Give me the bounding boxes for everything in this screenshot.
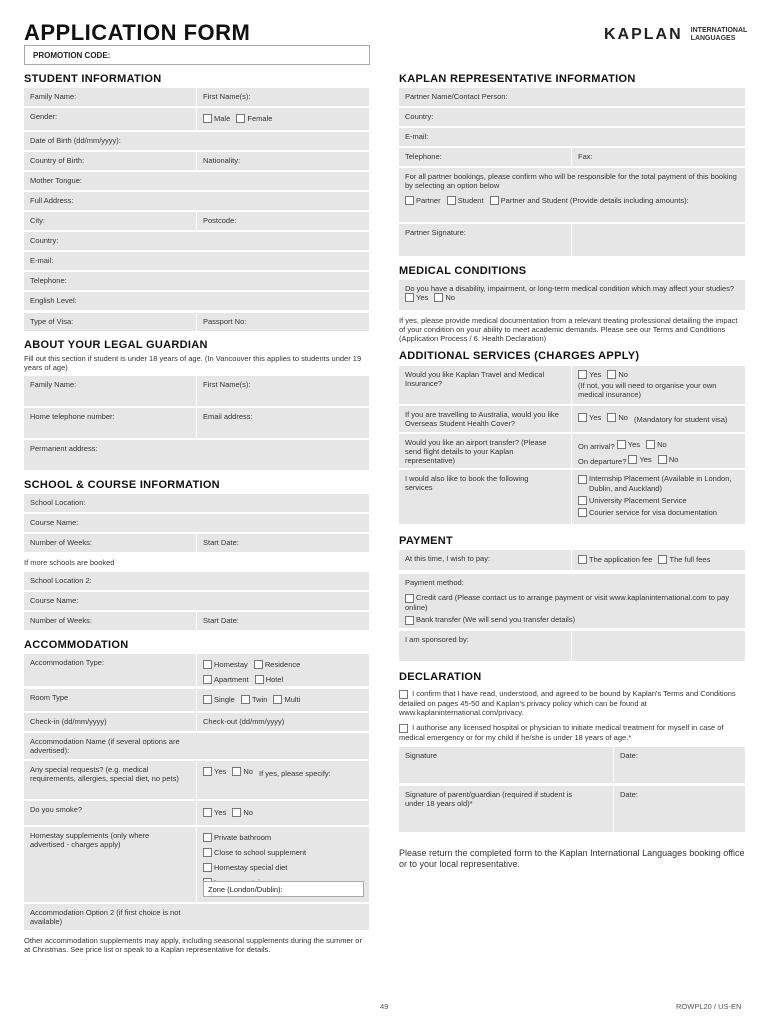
guardian-first-field[interactable]: First Name(s): xyxy=(197,376,369,406)
school-heading: SCHOOL & COURSE INFORMATION xyxy=(24,479,220,491)
additional-heading: ADDITIONAL SERVICES (CHARGES APPLY) xyxy=(399,350,640,362)
smoke-label: Do you smoke? xyxy=(24,801,196,825)
credit-card-checkbox[interactable] xyxy=(405,594,414,603)
guardian-address-field[interactable]: Permanent address: xyxy=(24,440,369,470)
residence-label: Residence xyxy=(264,660,301,669)
departure-label: On departure? xyxy=(578,457,627,466)
bank-transfer-checkbox[interactable] xyxy=(405,616,414,625)
payer-partner-label: Partner xyxy=(416,196,441,205)
gender-label: Gender: xyxy=(24,108,196,130)
weeks2-field[interactable]: Number of Weeks: xyxy=(24,612,196,630)
departure-yes-option[interactable] xyxy=(628,453,651,466)
travel-yes-option[interactable] xyxy=(578,370,601,379)
weeks-field[interactable]: Number of Weeks: xyxy=(24,534,196,552)
english-level-field[interactable]: English Level: xyxy=(24,292,369,310)
multi-option[interactable] xyxy=(273,695,300,704)
accommodation-heading: ACCOMMODATION xyxy=(24,639,129,651)
arrival-yes-option[interactable] xyxy=(617,438,640,451)
rep-fax-field[interactable]: Fax: xyxy=(572,148,745,166)
page-number: 49 xyxy=(380,1002,389,1011)
special-requests-label: Any special requests? (e.g. medical requirements, allergies, special diet, no pets) xyxy=(24,761,196,799)
private-bathroom-label: Private bathroom xyxy=(214,833,272,842)
special-requests-options xyxy=(197,761,369,799)
smoke-yes-checkbox[interactable] xyxy=(203,808,212,817)
guardian-note: Fill out this section if student is under 18 years of age. (In Vancouver this applies to students under 19 years of age) xyxy=(24,354,362,372)
travel-no-option[interactable] xyxy=(607,370,628,379)
australia-yes-label: Yes xyxy=(589,413,602,422)
multi-label: Multi xyxy=(284,695,301,704)
requests-specify-label: If yes, please specify: xyxy=(259,769,331,778)
homestay-checkbox[interactable] xyxy=(203,660,212,669)
mother-tongue-field[interactable]: Mother Tongue: xyxy=(24,172,369,190)
room-type-label: Room Type xyxy=(24,689,196,711)
apartment-label: Apartment xyxy=(214,675,249,684)
female-checkbox[interactable] xyxy=(236,114,245,123)
residence-option[interactable] xyxy=(254,658,300,671)
application-fee-label: The application fee xyxy=(589,555,653,564)
medical-consent-checkbox[interactable] xyxy=(399,724,408,733)
country-of-birth-field[interactable]: Country of Birth: xyxy=(24,152,196,170)
logo-line1: INTERNATIONAL xyxy=(690,27,748,34)
smoke-yes-option[interactable] xyxy=(203,808,226,817)
homestay-option[interactable] xyxy=(203,658,248,671)
partner-bookings-box xyxy=(399,168,745,222)
payment-method-box xyxy=(399,574,745,628)
book-services-question: I would also like to book the following services xyxy=(399,470,571,524)
internship-checkbox[interactable] xyxy=(578,475,587,484)
close-to-school-label: Close to school supplement xyxy=(214,848,307,857)
homestay-supplements-label: Homestay supplements (only where advertised - charges apply) xyxy=(24,827,196,902)
requests-yes-label: Yes xyxy=(214,767,227,776)
rep-email-field[interactable]: E-mail: xyxy=(399,128,745,146)
private-bathroom-option[interactable] xyxy=(203,831,271,844)
room-type-options xyxy=(197,689,369,711)
single-label: Single xyxy=(214,695,235,704)
sponsored-field[interactable] xyxy=(572,631,745,661)
nationality-field[interactable]: Nationality: xyxy=(197,152,369,170)
first-name-field[interactable]: First Name(s): xyxy=(197,88,369,106)
smoke-no-option[interactable] xyxy=(232,808,253,817)
airport-transfer-question: Would you like an airport transfer? (Please send flight details to your Kaplan representative) xyxy=(399,434,571,468)
courier-option[interactable] xyxy=(578,508,739,518)
airport-transfer-options xyxy=(572,434,745,468)
course-name2-field[interactable]: Course Name: xyxy=(24,592,369,610)
form-code: ROWPL20 / US-EN xyxy=(676,1002,742,1011)
terms-checkbox[interactable] xyxy=(399,690,408,699)
payer-options xyxy=(405,196,739,207)
university-label: University Placement Service xyxy=(589,496,687,505)
smoke-options xyxy=(197,801,369,825)
payer-student-checkbox[interactable] xyxy=(447,196,456,205)
partner-signature-label: Partner Signature: xyxy=(399,224,571,256)
logo-brand: KAPLAN xyxy=(604,26,683,43)
pay-wish-options xyxy=(572,550,745,570)
full-address-field[interactable]: Full Address: xyxy=(24,192,369,210)
start-date2-field[interactable]: Start Date: xyxy=(197,612,369,630)
medical-no-checkbox[interactable] xyxy=(434,293,443,302)
single-checkbox[interactable] xyxy=(203,695,212,704)
rep-telephone-field[interactable]: Telephone: xyxy=(399,148,571,166)
twin-option[interactable] xyxy=(241,695,267,704)
hotel-label: Hotel xyxy=(265,675,284,684)
courier-label: Courier service for visa documentation xyxy=(589,508,717,517)
accommodation-option2-field[interactable]: Accommodation Option 2 (if first choice is not available) xyxy=(24,904,369,930)
apartment-checkbox[interactable] xyxy=(203,675,212,684)
payer-partner-option[interactable] xyxy=(405,196,441,205)
travel-no-label: No xyxy=(618,370,628,379)
declaration-heading: DECLARATION xyxy=(399,671,482,683)
medical-consent-text: I authorise any licensed hospital or physician to initiate medical treatment for myself in case of medical emergency or for my child if he/she is under 18 years of age.* xyxy=(399,723,724,742)
arrival-no-label: No xyxy=(657,440,667,449)
requests-yes-option[interactable] xyxy=(203,767,226,776)
medical-heading: MEDICAL CONDITIONS xyxy=(399,265,527,277)
postcode-field[interactable]: Postcode: xyxy=(197,212,369,230)
twin-checkbox[interactable] xyxy=(241,695,250,704)
dob-field[interactable]: Date of Birth (dd/mm/yyyy): xyxy=(24,132,369,150)
sponsored-label: I am sponsored by: xyxy=(399,631,571,661)
parent-signature-date-field[interactable]: Date: xyxy=(614,786,745,832)
medical-no-label: No xyxy=(445,293,455,302)
pay-wish-label: At this time, I wish to pay: xyxy=(399,550,571,570)
travel-no-checkbox[interactable] xyxy=(607,370,616,379)
departure-no-option[interactable] xyxy=(658,453,679,466)
gender-options xyxy=(197,108,369,130)
course-name-field[interactable]: Course Name: xyxy=(24,514,369,532)
check-in-field[interactable]: Check-in (dd/mm/yyyy) xyxy=(24,713,196,731)
twin-label: Twin xyxy=(251,695,268,704)
smoke-no-checkbox[interactable] xyxy=(232,808,241,817)
courier-checkbox[interactable] xyxy=(578,508,587,517)
page-title: APPLICATION FORM xyxy=(24,20,251,45)
arrival-yes-checkbox[interactable] xyxy=(617,440,626,449)
arrival-label: On arrival? xyxy=(578,442,615,451)
partner-name-field[interactable]: Partner Name/Contact Person: xyxy=(399,88,745,106)
guardian-heading: ABOUT YOUR LEGAL GUARDIAN xyxy=(24,339,208,351)
kaplan-logo xyxy=(604,26,747,44)
australia-yes-checkbox[interactable] xyxy=(578,413,587,422)
guardian-home-tel-field[interactable]: Home telephone number: xyxy=(24,408,196,438)
arrival-no-option[interactable] xyxy=(646,438,667,451)
check-out-field[interactable]: Check-out (dd/mm/yyyy) xyxy=(197,713,369,731)
australia-no-label: No xyxy=(618,413,628,422)
signature-date-field[interactable]: Date: xyxy=(614,747,745,783)
school-location2-field[interactable]: School Location 2: xyxy=(24,572,369,590)
departure-yes-checkbox[interactable] xyxy=(628,455,637,464)
single-option[interactable] xyxy=(203,695,235,704)
school-location-field[interactable]: School Location: xyxy=(24,494,369,512)
payer-both-option[interactable] xyxy=(490,196,689,205)
telephone-field[interactable]: Telephone: xyxy=(24,272,369,290)
arrival-yes-label: Yes xyxy=(627,440,641,449)
private-bathroom-checkbox[interactable] xyxy=(203,833,212,842)
apartment-option[interactable] xyxy=(203,673,249,686)
travel-insurance-question: Would you like Kaplan Travel and Medical Insurance? xyxy=(399,366,571,404)
medical-note: If yes, please provide medical documentation from a relevant treating professional detailing the impact of your condition on your ability to meet academic demands. Please see our Terms and Conditions (Application Process / 6. Health Declaration) xyxy=(399,316,738,343)
university-checkbox[interactable] xyxy=(578,496,587,505)
requests-no-label: No xyxy=(243,767,253,776)
smoke-no-label: No xyxy=(243,808,253,817)
australia-yes-option[interactable] xyxy=(578,413,601,422)
australia-no-option[interactable] xyxy=(607,413,628,422)
student-heading: STUDENT INFORMATION xyxy=(24,73,162,85)
internship-label: Internship Placement (Available in London, Dublin, and Auckland) xyxy=(589,474,732,493)
special-diet-checkbox[interactable] xyxy=(203,863,212,872)
full-fees-checkbox[interactable] xyxy=(658,555,667,564)
special-diet-option[interactable] xyxy=(203,861,287,874)
full-fees-label: The full fees xyxy=(669,555,711,564)
application-fee-checkbox[interactable] xyxy=(578,555,587,564)
requests-no-option[interactable] xyxy=(232,767,253,776)
promotion-code-field[interactable]: PROMOTION CODE: xyxy=(24,45,370,65)
medical-question: Do you have a disability, impairment, or long-term medical condition which may affect your studies? xyxy=(405,284,735,293)
more-schools-note: If more schools are booked xyxy=(24,558,115,567)
medical-no-option[interactable] xyxy=(434,293,455,302)
departure-no-label: No xyxy=(668,455,679,464)
credit-card-option[interactable] xyxy=(405,593,739,613)
family-name-field[interactable]: Family Name: xyxy=(24,88,196,106)
medical-yes-checkbox[interactable] xyxy=(405,293,414,302)
smoke-yes-label: Yes xyxy=(214,808,227,817)
male-checkbox[interactable] xyxy=(203,114,212,123)
internship-option[interactable] xyxy=(578,474,739,494)
payer-both-checkbox[interactable] xyxy=(490,196,499,205)
guardian-family-field[interactable]: Family Name: xyxy=(24,376,196,406)
payer-partner-checkbox[interactable] xyxy=(405,196,414,205)
australia-no-checkbox[interactable] xyxy=(607,413,616,422)
partner-signature-field[interactable] xyxy=(572,224,745,256)
australia-health-question: If you are travelling to Australia, would you like Overseas Student Health Cover? xyxy=(399,406,571,432)
departure-no-checkbox[interactable] xyxy=(658,455,667,464)
start-date-field[interactable]: Start Date: xyxy=(197,534,369,552)
gender-male-option[interactable] xyxy=(203,114,230,123)
declaration-medical xyxy=(399,723,745,742)
city-field[interactable]: City: xyxy=(24,212,196,230)
travel-insurance-note: (If not, you will need to organise your own medical insurance) xyxy=(578,381,717,399)
bank-transfer-option[interactable] xyxy=(405,615,739,625)
hotel-option[interactable] xyxy=(255,673,284,686)
other-supplements-note: Other accommodation supplements may apply, including seasonal supplements during the summer or at Christmas. See price list or speak to a Kaplan representative for details. xyxy=(24,936,362,954)
declaration-terms xyxy=(399,689,745,717)
requests-yes-checkbox[interactable] xyxy=(203,767,212,776)
visa-type-field[interactable]: Type of Visa: xyxy=(24,313,196,331)
travel-yes-label: Yes xyxy=(589,370,602,379)
medical-question-box xyxy=(399,280,745,310)
multi-checkbox[interactable] xyxy=(273,695,282,704)
departure-yes-label: Yes xyxy=(639,455,652,464)
credit-card-label: Credit card (Please contact us to arrange payment or visit www.kaplaninternational.com to pay online) xyxy=(405,593,730,612)
gender-female-option[interactable] xyxy=(236,114,272,123)
guardian-email-field[interactable]: Email address: xyxy=(197,408,369,438)
female-label: Female xyxy=(247,114,273,123)
hotel-checkbox[interactable] xyxy=(255,675,264,684)
full-fees-option[interactable] xyxy=(658,555,710,564)
australia-health-note: (Mandatory for student visa) xyxy=(634,415,728,424)
payer-student-label: Student xyxy=(457,196,484,205)
accommodation-name-field[interactable]: Accommodation Name (if several options are advertised): xyxy=(24,733,369,759)
travel-insurance-options xyxy=(572,366,745,404)
payer-student-option[interactable] xyxy=(447,196,484,205)
logo-subtitle xyxy=(691,27,748,43)
payment-method-label: Payment method: xyxy=(405,578,464,587)
terms-text: I confirm that I have read, understood, and agreed to be bound by Kaplan's Terms and Conditions detailed on pages 45-50 and Kaplan's privacy policy which can be found at www.kaplaninternational.com/privacy. xyxy=(399,689,736,717)
travel-yes-checkbox[interactable] xyxy=(578,370,587,379)
medical-yes-label: Yes xyxy=(416,293,429,302)
rep-heading: KAPLAN REPRESENTATIVE INFORMATION xyxy=(399,73,636,85)
australia-health-options xyxy=(572,406,745,432)
return-instructions: Please return the completed form to the Kaplan International Languages booking office or to your local representative. xyxy=(399,848,745,869)
male-label: Male xyxy=(214,114,231,123)
residence-checkbox[interactable] xyxy=(254,660,263,669)
close-to-school-checkbox[interactable] xyxy=(203,848,212,857)
book-services-options xyxy=(572,470,745,524)
partner-bookings-text: For all partner bookings, please confirm who will be responsible for the total payment of this booking by selecting an option below xyxy=(405,172,737,190)
accommodation-type-label: Accommodation Type: xyxy=(24,654,196,686)
bank-transfer-label: Bank transfer (We will send you transfer details) xyxy=(416,615,576,624)
zone-field[interactable]: Zone (London/Dublin): xyxy=(203,881,364,897)
parent-signature-field[interactable]: Signature of parent/guardian (required if student is under 18 years old)* xyxy=(399,786,613,832)
homestay-label: Homestay xyxy=(214,660,248,669)
signature-field[interactable]: Signature xyxy=(399,747,613,783)
close-to-school-option[interactable] xyxy=(203,846,306,859)
arrival-no-checkbox[interactable] xyxy=(646,440,655,449)
payment-heading: PAYMENT xyxy=(399,535,454,547)
requests-no-checkbox[interactable] xyxy=(232,767,241,776)
rep-country-field[interactable]: Country: xyxy=(399,108,745,126)
accommodation-type-options xyxy=(197,654,369,686)
medical-yes-option[interactable] xyxy=(405,293,428,302)
special-diet-label: Homestay special diet xyxy=(214,863,288,872)
payer-both-label: Partner and Student (Provide details including amounts): xyxy=(500,196,689,205)
passport-field[interactable]: Passport No: xyxy=(197,313,369,331)
email-field[interactable]: E-mail: xyxy=(24,252,369,270)
application-fee-option[interactable] xyxy=(578,555,652,564)
country-field[interactable]: Country: xyxy=(24,232,369,250)
university-option[interactable] xyxy=(578,496,739,506)
logo-line2: LANGUAGES xyxy=(690,35,736,42)
